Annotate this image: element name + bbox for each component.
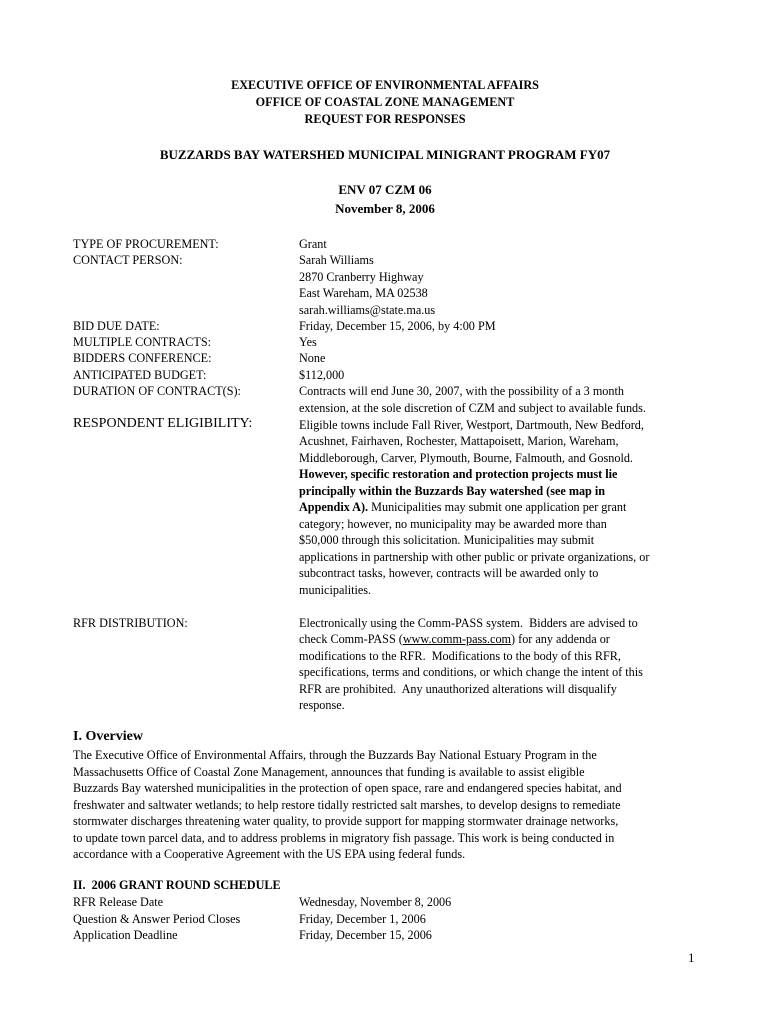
bid-due-value: Friday, December 15, 2006, by 4:00 PM	[299, 319, 496, 333]
overview-line-6: to update town parcel data, and to address problems in migratory fish passage. This work is being conducted in	[73, 830, 615, 845]
document-date: November 8, 2006	[335, 201, 435, 216]
overview-line-1: The Executive Office of Environmental Affairs, through the Buzzards Bay National Estuary Program in the	[73, 748, 597, 762]
duration-line-1: Contracts will end June 30, 2007, with the possibility of a 3 month	[299, 384, 624, 398]
document-code: ENV 07 CZM 06	[338, 182, 432, 197]
distribution-line-6: response.	[299, 698, 345, 712]
eligibility-bold-text-1: However, specific restoration and protection projects must lie	[299, 467, 618, 481]
multiple-contracts-value: Yes	[299, 335, 317, 349]
distribution-line-4: specifications, terms and conditions, or which change the intent of this	[299, 665, 643, 679]
overview-line-3: Buzzards Bay watershed municipalities in the protection of open space, rare and endangered species habitat, and	[73, 781, 622, 795]
budget-value: $112,000	[299, 368, 345, 382]
eligibility-line-8: subcontract tasks, however, contracts will be awarded only to	[299, 566, 599, 580]
schedule-heading: II. 2006 GRANT ROUND SCHEDULE	[73, 878, 281, 892]
distribution-line-2	[299, 631, 699, 648]
eligibility-line-4	[299, 499, 699, 516]
header-request: REQUEST FOR RESPONSES	[304, 112, 466, 126]
eligibility-line-7: applications in partnership with other public or private organizations, or	[299, 550, 650, 564]
eligibility-bold-line-2	[299, 483, 699, 500]
contact-name: Sarah Williams	[299, 253, 374, 267]
page-number: 1	[688, 950, 695, 965]
eligibility-line-5: category; however, no municipality may be awarded more than	[299, 517, 607, 531]
overview-line-5: stormwater discharges threatening water quality, to provide support for mapping stormwater drainage networks,	[73, 814, 619, 828]
eligibility-label: RESPONDENT ELIGIBILITY:	[73, 416, 253, 431]
budget-label: ANTICIPATED BUDGET:	[73, 368, 207, 382]
overview-body	[73, 747, 703, 863]
appendix-reference: Appendix A).	[299, 500, 369, 514]
procurement-label: TYPE OF PROCUREMENT:	[73, 237, 219, 251]
overview-line-2: Massachusetts Office of Coastal Zone Management, announces that funding is available to assist eligible	[73, 764, 585, 779]
eligibility-line-6: $50,000 through this solicitation. Municipalities may submit	[299, 533, 595, 547]
multiple-contracts-label: MULTIPLE CONTRACTS:	[73, 335, 212, 349]
overview-line-7: accordance with a Cooperative Agreement with the US EPA using federal funds.	[73, 847, 466, 861]
contact-address-line2: East Wareham, MA 02538	[299, 286, 428, 300]
bidders-conference-label: BIDDERS CONFERENCE:	[73, 351, 212, 365]
distribution-label: RFR DISTRIBUTION:	[73, 616, 188, 630]
header-agency: EXECUTIVE OFFICE OF ENVIRONMENTAL AFFAIRS	[231, 78, 539, 92]
schedule-label-qa: Question & Answer Period Closes	[73, 912, 241, 926]
schedule-label-deadline: Application Deadline	[73, 928, 178, 942]
eligibility-line-4-rest: Municipalities may submit one application per grant	[368, 500, 627, 514]
overview-heading: I. Overview	[73, 729, 143, 744]
schedule-label-release: RFR Release Date	[73, 895, 164, 909]
header-office: OFFICE OF COASTAL ZONE MANAGEMENT	[255, 95, 515, 109]
overview-line-4: freshwater and saltwater wetlands; to help restore tidally restricted salt marshes, to develop designs to remediate	[73, 797, 621, 812]
duration-label: DURATION OF CONTRACT(S):	[73, 384, 241, 398]
eligibility-line-1: Eligible towns include Fall River, Westport, Dartmouth, New Bedford,	[299, 418, 644, 432]
distribution-line-3: modifications to the RFR. Modifications to the body of this RFR,	[299, 649, 621, 663]
program-title: BUZZARDS BAY WATERSHED MUNICIPAL MINIGRANT PROGRAM FY07	[159, 147, 611, 162]
eligibility-line-9: municipalities.	[299, 583, 372, 597]
bid-due-label: BID DUE DATE:	[73, 319, 160, 333]
distribution-line-2-pre: check Comm-PASS (	[299, 632, 403, 646]
procurement-value: Grant	[299, 237, 327, 251]
contact-label: CONTACT PERSON:	[73, 253, 183, 267]
schedule-value-release: Wednesday, November 8, 2006	[299, 895, 452, 909]
eligibility-line-2: Acushnet, Fairhaven, Rochester, Mattapoisett, Marion, Wareham,	[299, 434, 619, 448]
distribution-line-1: Electronically using the Comm-PASS system. Bidders are advised to	[299, 616, 638, 630]
duration-line-2: extension, at the sole discretion of CZM and subject to available funds.	[299, 401, 646, 415]
contact-email: sarah.williams@state.ma.us	[299, 303, 436, 317]
distribution-line-5: RFR are prohibited. Any unauthorized alterations will disqualify	[299, 682, 617, 696]
distribution-line-2-post: ) for any addenda or	[511, 632, 610, 646]
comm-pass-link[interactable]: www.comm-pass.com	[402, 632, 512, 646]
contact-address-line1: 2870 Cranberry Highway	[299, 270, 424, 284]
schedule-value-qa: Friday, December 1, 2006	[299, 912, 426, 926]
eligibility-line-3: Middleborough, Carver, Plymouth, Bourne, Falmouth, and Gosnold.	[299, 451, 633, 465]
bidders-conference-value: None	[299, 351, 326, 365]
eligibility-bold-line-1	[299, 466, 699, 483]
eligibility-bold-text-2: principally within the Buzzards Bay watershed (see map in	[299, 484, 606, 498]
schedule-value-deadline: Friday, December 15, 2006	[299, 928, 432, 942]
